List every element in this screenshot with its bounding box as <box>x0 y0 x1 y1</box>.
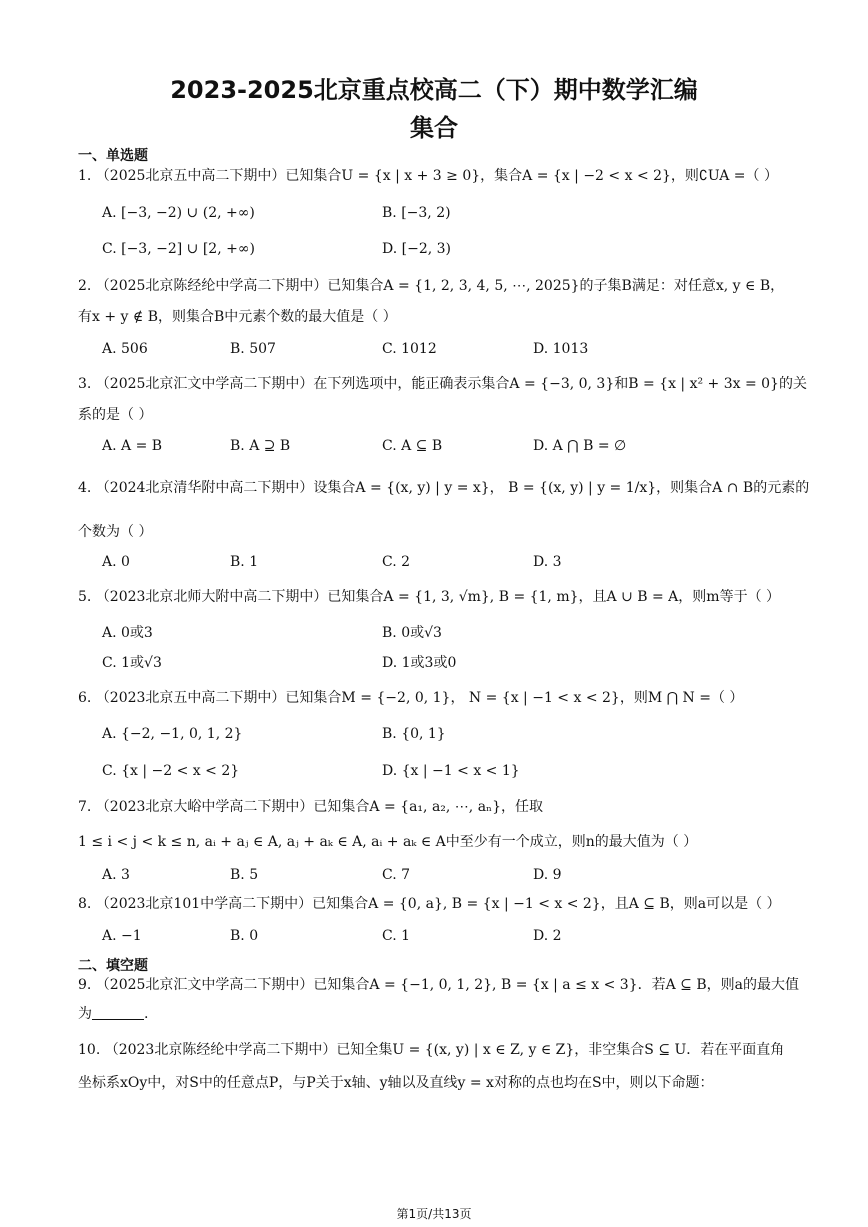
question-7-option-a: A. 3 <box>102 867 130 883</box>
question-7-option-d: D. 9 <box>533 867 562 883</box>
question-5-option-c: C. 1或√3 <box>102 655 162 671</box>
question-5-option-a: A. 0或3 <box>102 625 153 641</box>
question-3-option-a: A. A = B <box>102 438 163 454</box>
page-number: 第1页/共13页 <box>396 1207 472 1221</box>
question-1-text: 1. （2025北京五中高二下期中）已知集合U = {x | x + 3 ≥ 0}，集合A = {x | −2 < x < 2}，则∁UA =（ ） <box>78 168 778 184</box>
question-3-text-cont: 系的是（ ） <box>78 407 153 423</box>
question-10-text: 10. （2023北京陈经纶中学高二下期中）已知全集U = {(x, y) | x ∈ Z, y ∈ Z}，非空集合S ⊆ U．若在平面直角 <box>78 1042 785 1058</box>
question-2-text-cont: 有x + y ∉ B，则集合B中元素个数的最大值是（ ） <box>78 309 397 325</box>
question-7-option-b: B. 5 <box>230 867 259 883</box>
question-8-option-a: A. −1 <box>102 928 142 944</box>
question-9-text: 9. （2025北京汇文中学高二下期中）已知集合A = {−1, 0, 1, 2}, B = {x | a ≤ x < 3}．若A ⊆ B，则a的最大值 <box>78 977 799 993</box>
question-8-option-b: B. 0 <box>230 928 259 944</box>
question-8-option-d: D. 2 <box>533 928 562 944</box>
question-4-option-a: A. 0 <box>102 554 130 570</box>
question-2-option-b: B. 507 <box>230 341 276 357</box>
question-3-option-d: D. A ⋂ B = ∅ <box>533 438 627 454</box>
question-5-text: 5. （2023北京北师大附中高二下期中）已知集合A = {1, 3, √m}, B = {1, m}，且A ∪ B = A，则m等于（ ） <box>78 589 781 605</box>
question-2-option-a: A. 506 <box>102 341 148 357</box>
question-4-text-cont: 个数为（ ） <box>78 524 153 540</box>
question-9-period: . <box>144 1006 149 1022</box>
question-6-option-b: B. {0, 1} <box>382 726 446 742</box>
question-2-option-d: D. 1013 <box>533 341 589 357</box>
question-4-option-c: C. 2 <box>382 554 411 570</box>
question-9-text-cont: 为 <box>78 1006 92 1022</box>
question-2-text: 2. （2025北京陈经纶中学高二下期中）已知集合A = {1, 2, 3, 4, 5, ⋯, 2025}的子集B满足：对任意x, y ∈ B， <box>78 278 785 294</box>
question-8-text: 8. （2023北京101中学高二下期中）已知集合A = {0, a}, B = {x | −1 < x < 2}，且A ⊆ B，则a可以是（ ） <box>78 896 781 912</box>
page-subtitle: 集合 <box>410 114 458 142</box>
question-3-option-c: C. A ⊆ B <box>382 438 443 454</box>
question-5-option-b: B. 0或√3 <box>382 625 442 641</box>
question-1-option-c: C. [−3, −2] ∪ [2, +∞) <box>102 241 255 257</box>
question-6-option-a: A. {−2, −1, 0, 1, 2} <box>102 726 243 742</box>
question-5-option-d: D. 1或3或0 <box>382 655 457 671</box>
answer-blank[interactable] <box>92 1005 144 1020</box>
section-heading-single-choice: 一、单选题 <box>78 148 148 164</box>
question-6-option-d: D. {x | −1 < x < 1} <box>382 763 520 779</box>
section-heading-fill-in: 二、填空题 <box>78 958 148 974</box>
question-6-option-c: C. {x | −2 < x < 2} <box>102 763 240 779</box>
question-4-text: 4. （2024北京清华附中高二下期中）设集合A = {(x, y) | y = x}， B = {(x, y) | y = 1/x}，则集合A ∩ B的元素的 <box>78 480 810 496</box>
question-7-text: 7. （2023北京大峪中学高二下期中）已知集合A = {a₁, a₂, ⋯, aₙ}，任取 <box>78 799 544 815</box>
question-2-option-c: C. 1012 <box>382 341 437 357</box>
question-9-answer-line <box>78 1004 790 1024</box>
page-title: 2023-2025北京重点校高二（下）期中数学汇编 <box>170 76 698 104</box>
question-7-text-cont: 1 ≤ i < j < k ≤ n, aᵢ + aⱼ ∈ A, aⱼ + aₖ ∈ A, aᵢ + aₖ ∈ A中至少有一个成立，则n的最大值为（ ） <box>78 834 698 850</box>
question-1-option-b: B. [−3, 2) <box>382 205 451 221</box>
question-8-option-c: C. 1 <box>382 928 411 944</box>
question-3-text: 3. （2025北京汇文中学高二下期中）在下列选项中，能正确表示集合A = {−3, 0, 3}和B = {x | x² + 3x = 0}的关 <box>78 376 807 392</box>
question-1-option-a: A. [−3, −2) ∪ (2, +∞) <box>102 205 255 221</box>
question-4-option-b: B. 1 <box>230 554 259 570</box>
question-1-option-d: D. [−2, 3) <box>382 241 451 257</box>
question-3-option-b: B. A ⊇ B <box>230 438 291 454</box>
question-6-text: 6. （2023北京五中高二下期中）已知集合M = {−2, 0, 1}， N = {x | −1 < x < 2}，则M ⋂ N =（ ） <box>78 690 744 706</box>
question-10-text-cont: 坐标系xOy中，对S中的任意点P，与P关于x轴、y轴以及直线y = x对称的点也均在S中，则以下命题： <box>78 1075 714 1091</box>
question-7-option-c: C. 7 <box>382 867 411 883</box>
question-4-option-d: D. 3 <box>533 554 562 570</box>
